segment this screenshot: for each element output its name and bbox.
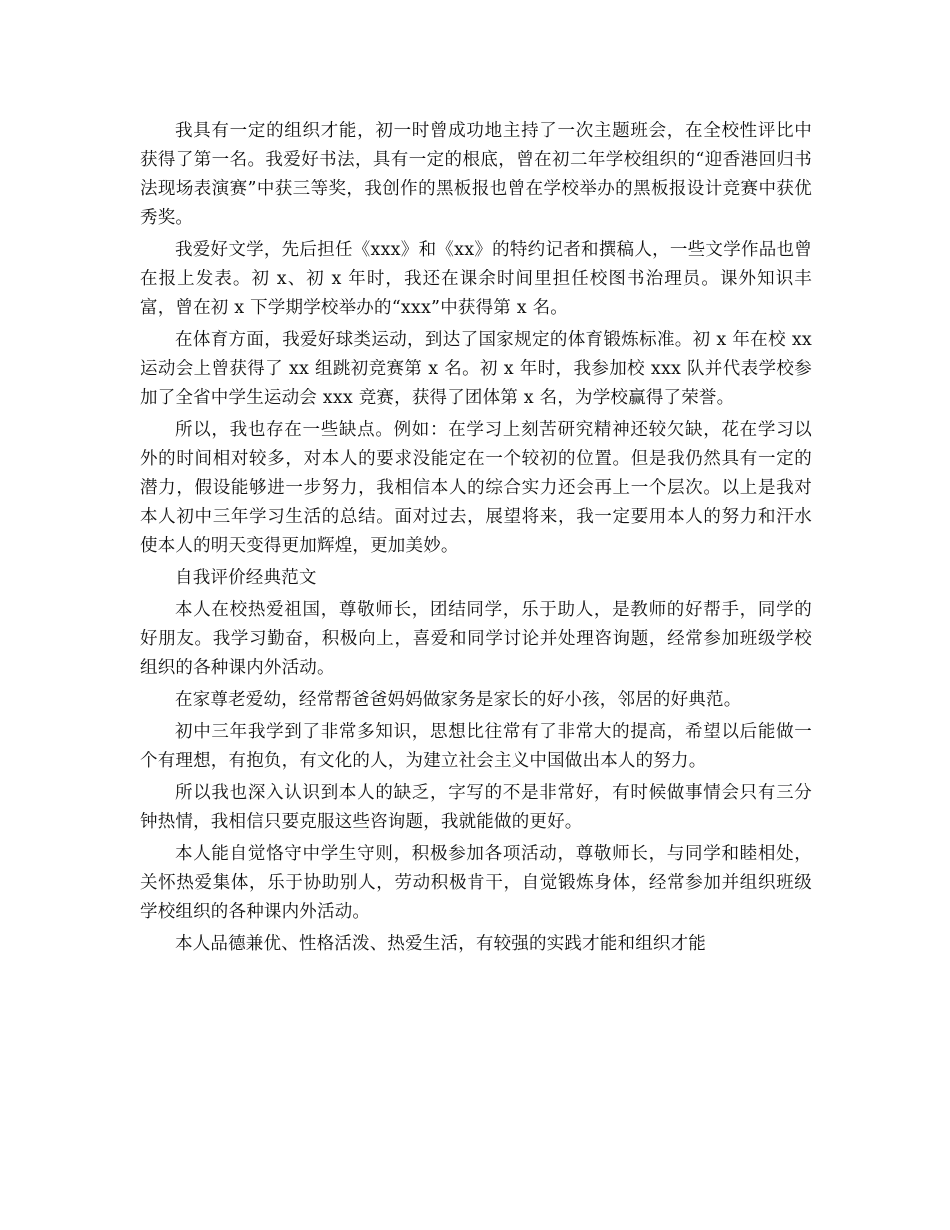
paragraph-sports: 在体育方面，我爱好球类运动，到达了国家规定的体育锻炼标准。初 x 年在校 xx 运动会上曾获得了 xx 组跳初竞赛第 x 名。初 x 年时，我参加校 xxx 队并代表学校参加了全省中学生运动会 xxx 竞赛，获得了团体第 x 名，为学校赢得了荣誉。 (140, 330, 812, 408)
paragraph-organization: 我具有一定的组织才能，初一时曾成功地主持了一次主题班会，在全校性评比中获得了第一名。我爱好书法，具有一定的根底，曾在初二年学校组织的“迎香港回归书法现场表演赛”中获三等奖，我创作的黑板报也曾在学校举办的黑板报设计竞赛中获优秀奖。 (140, 121, 812, 228)
section-title: 自我评价经典范文 (175, 568, 317, 588)
paragraph-literature: 我爱好文学，先后担任《xxx》和《xx》的特约记者和撰稿人，一些文学作品也曾在报上发表。初 x、初 x 年时，我还在课余时间里担任校图书治理员。课外知识丰富，曾在初 x 下学期学校举办的“xxx”中获得第 x 名。 (140, 240, 812, 318)
paragraph-weakness: 所以我也深入认识到本人的缺乏，字写的不是非常好，有时候做事情会只有三分钟热情，我相信只要克服这些咨询题，我就能做的更好。 (140, 783, 812, 832)
paragraph-home-conduct: 在家尊老爱幼，经常帮爸爸妈妈做家务是家长的好小孩，邻居的好典范。 (175, 690, 742, 710)
paragraph-discipline: 本人能自觉恪守中学生守则，积极参加各项活动，尊敬师长，与同学和睦相处，关怀热爱集体，乐于协助别人，劳动积极肯干，自觉锻炼身体，经常参加并组织班级学校组织的各种课内外活动。 (140, 844, 812, 922)
paragraph-shortcomings: 所以，我也存在一些缺点。例如：在学习上刻苦研究精神还较欠缺，花在学习以外的时间相对较多，对本人的要求没能定在一个较初的位置。但是我仍然具有一定的潜力，假设能够进一步努力，我相信本人的综合实力还会再上一个层次。以上是我对本人初中三年学习生活的总结。面对过去，展望将来，我一定要用本人的努力和汗水使本人的明天变得更加辉煌，更加美妙。 (140, 420, 812, 556)
paragraph-character: 本人品德兼优、性格活泼、热爱生活，有较强的实践才能和组织才能 (175, 934, 706, 954)
paragraph-knowledge: 初中三年我学到了非常多知识，思想比往常有了非常大的提高，希望以后能做一个有理想，有抱负，有文化的人，为建立社会主义中国做出本人的努力。 (140, 722, 812, 771)
paragraph-school-conduct: 本人在校热爱祖国，尊敬师长，团结同学，乐于助人，是教师的好帮手，同学的好朋友。我学习勤奋，积极向上，喜爱和同学讨论并处理咨询题，经常参加班级学校组织的各种课内外活动。 (140, 600, 812, 678)
document-body (140, 117, 812, 962)
